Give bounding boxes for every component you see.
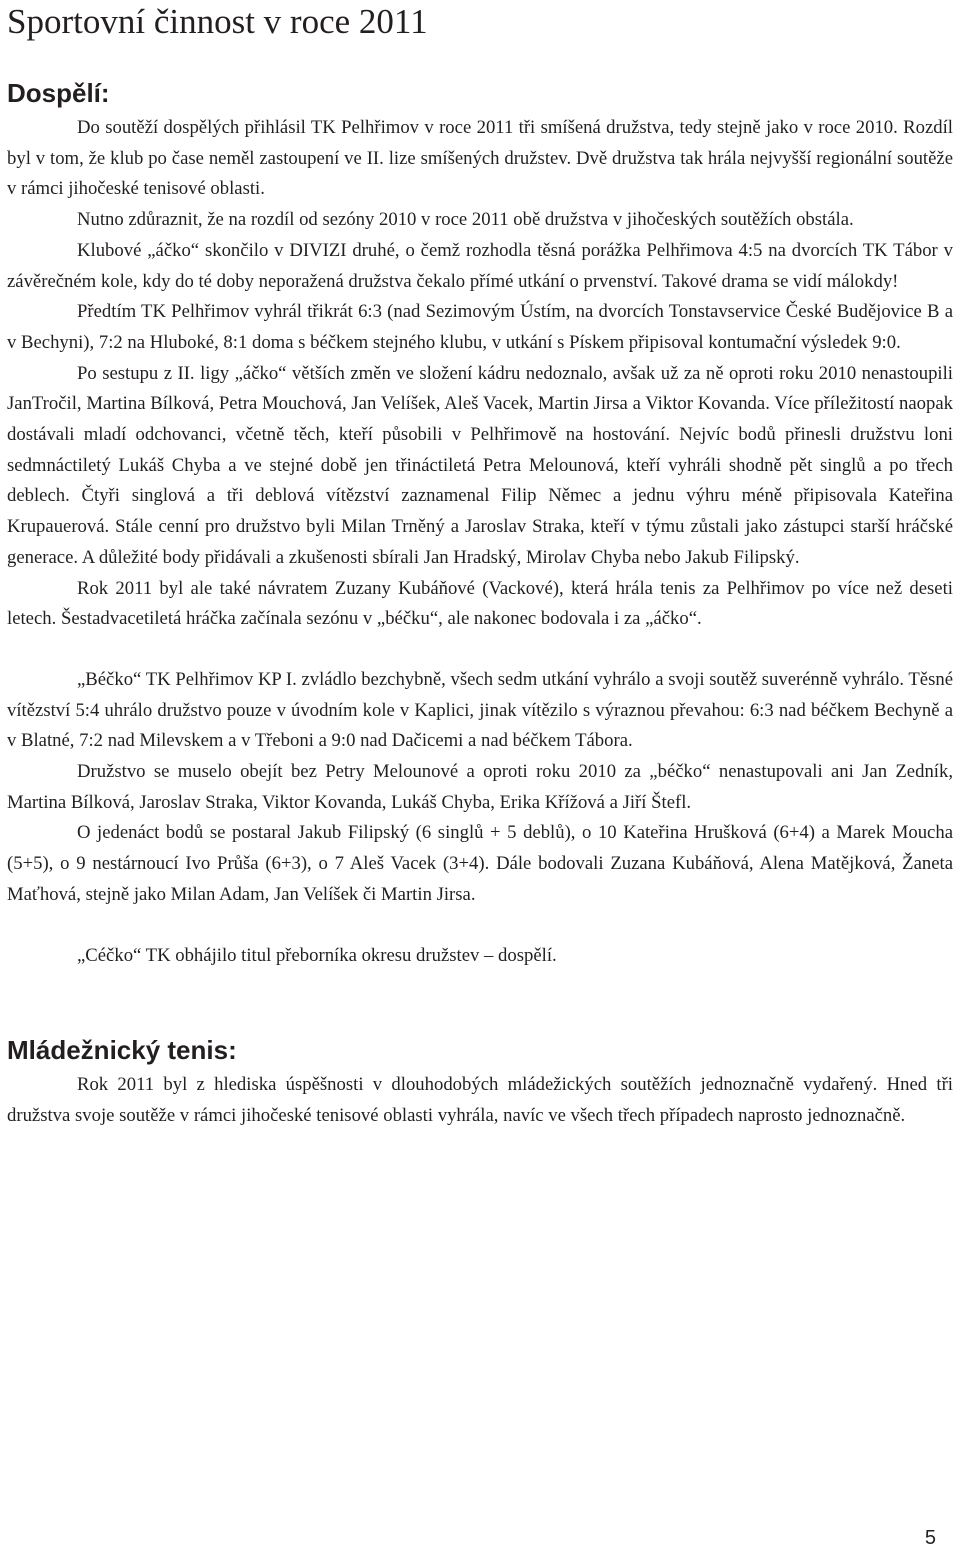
paragraph-c-team: „Céčko“ TK obhájilo titul přeborníka okresu družstev – dospělí. [77,944,557,966]
page-number: 5 [924,1527,936,1549]
page-title: Sportovní činnost v roce 2011 [7,2,428,41]
paragraph-b-team: O jedenáct bodů se postaral Jakub Filipský (6 singlů + 5 deblů), o 10 Kateřina Hrušková (6+4) a Marek Moucha (5+5), o 9 nestárnoucí Ivo Průša (6+3), o 7 Aleš Vacek (3+4). Dále bodovali Zuzana Kubáňová, Alena Matějková, Žaneta Maťhová, stejně jako Milan Adam, Jan Velíšek či Martin Jirsa. [7,822,953,905]
section-heading-youth: Mládežnický tenis: [7,1035,237,1066]
paragraph: Předtím TK Pelhřimov vyhrál třikrát 6:3 (nad Sezimovým Ústím, na dvorcích Tonstavservice České Budějovice B a v Bechyni), 7:2 na Hluboké, 8:1 doma s béčkem stejného klubu, v utkání s Pískem připisoval kontumační výsledek 9:0. [7,301,953,353]
paragraph: Nutno zdůraznit, že na rozdíl od sezóny 2010 v roce 2011 obě družstva v jihočeských soutěžích obstála. [77,209,854,231]
paragraph: Rok 2011 byl ale také návratem Zuzany Kubáňové (Vackové), která hrála tenis za Pelhřimov po více než deseti letech. Šestadvacetiletá hráčka začínala sezónu v „béčku“, ale nakonec bodovala i za „áčko“. [7,577,953,630]
paragraph: Do soutěží dospělých přihlásil TK Pelhřimov v roce 2011 tři smíšená družstva, tedy stejně jako v roce 2010. Rozdíl byl v tom, že klub po čase neměl zastoupení ve II. lize smíšených družstev. Dvě družstva tak hrála nejvyšší regionální soutěže v rámci jihočeské tenisové oblasti. [7,117,953,200]
paragraph: Po sestupu z II. ligy „áčko“ větších změn ve složení kádru nedoznalo, avšak už za ně oproti roku 2010 nenastoupili JanTročil, Martina Bílková, Petra Mouchová, Jan Velíšek, Aleš Vacek, Martin Jirsa a Viktor Kovanda. Více příležitostí naopak dostávali mladí odchovanci, včetně těch, kteří působili v Pelhřimově na hostování. Nejvíc bodů přinesli družstvu loni sedmnáctiletý Lukáš Chyba a ve stejné době jen třináctiletá Petra Melounová, kteří vyhráli shodně pět singlů a po třech deblech. Čtyři singlová a tři deblová vítězství zaznamenal Filip Němec a jednu výhru méně připisovala Kateřina Krupauerová. Stále cenní pro družstvo byli Milan Trněný a Jaroslav Straka, kteří v týmu zůstali jako zástupci starší hráčské generace. A důležité body přidávali a zkušenosti sbírali Jan Hradský, Mirolav Chyba nebo Jakub Filipský. [7,362,953,568]
paragraph-b-team: Družstvo se muselo obejít bez Petry Melounové a oproti roku 2010 za „béčko“ nenastupovali ani Jan Zedník, Martina Bílková, Jaroslav Straka, Viktor Kovanda, Lukáš Chyba, Erika Křížová a Jiří Štefl. [7,761,953,813]
document-page [7,0,953,1132]
paragraph: Klubové „áčko“ skončilo v DIVIZI druhé, o čemž rozhodla těsná porážka Pelhřimova 4:5 na dvorcích TK Tábor v závěrečném kole, kdy do té doby neporažená družstva čekalo přímé utkání o prvenství. Takové drama se vidí málokdy! [7,239,953,292]
paragraph-b-team: „Béčko“ TK Pelhřimov KP I. zvládlo bezchybně, všech sedm utkání vyhrálo a svoji soutěž suverénně vyhrálo. Těsné vítězství 5:4 uhrálo družstvo pouze v úvodním kole v Kaplici, jinak vítězilo s výraznou převahou: 6:3 nad béčkem Bechyně a v Blatné, 7:2 nad Milevskem a v Třeboni a 9:0 nad Dačicemi a nad béčkem Tábora. [7,668,953,752]
paragraph-youth: Rok 2011 byl z hlediska úspěšnosti v dlouhodobých mládežických soutěžích jednoznačně vydařený. Hned tři družstva svoje soutěže v rámci jihočeské tenisové oblasti vyhrála, navíc ve všech třech případech naprosto jednoznačně. [7,1074,953,1126]
section-heading-adults: Dospělí: [7,78,110,108]
